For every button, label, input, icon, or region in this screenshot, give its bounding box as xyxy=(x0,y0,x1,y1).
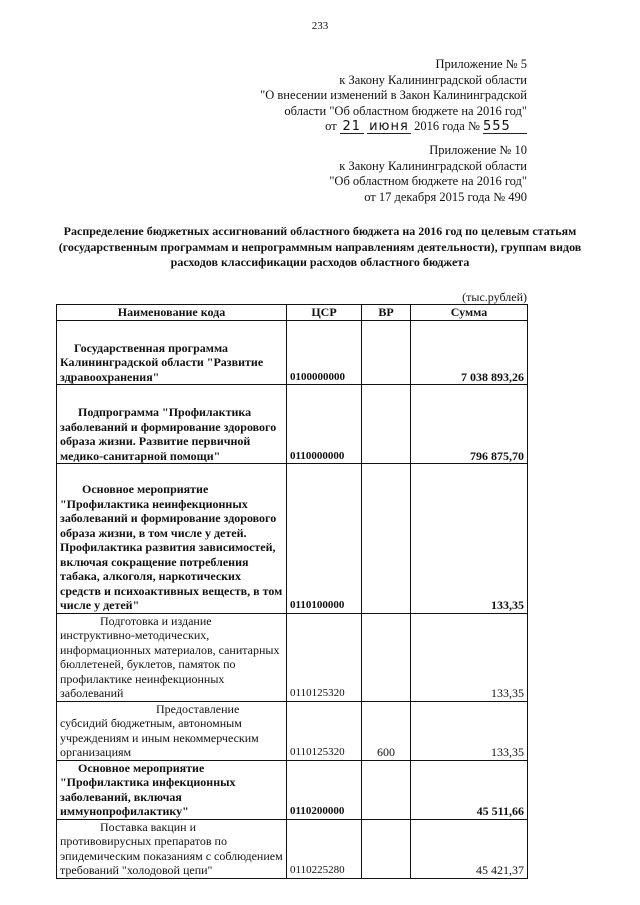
document-title: Распределение бюджетных ассигнований областного бюджета на 2016 год по целевым статьям (государственным программам и непрограммным направлениям деятельности), группам видов расходов классификации расходов областного бюджета xyxy=(58,224,582,269)
row-name: Основное мероприятие "Профилактика неинфекционных заболеваний и формирование здорового образа жизни, в том числе у детей. Профилактика развития зависимостей, включая сокращение потребления табака, алкоголя, наркотических средств и психоактивных веществ, в том числе у детей" xyxy=(57,464,287,614)
row-vr xyxy=(362,819,411,878)
table-row xyxy=(57,701,528,760)
row-name: Подпрограмма "Профилактика заболеваний и формирование здорового образа жизни. Развитие первичной медико-санитарной помощи" xyxy=(57,385,287,464)
date-year: 2016 года xyxy=(414,119,465,133)
row-sum: 133,35 xyxy=(411,613,528,701)
budget-table xyxy=(56,304,528,879)
header-sum: Сумма xyxy=(411,305,528,321)
row-csr: 0110125320 xyxy=(287,613,362,701)
appendix-current-line1: Приложение № 5 xyxy=(435,57,527,71)
table-row xyxy=(57,464,528,614)
appendix-original-line4: от 17 декабря 2015 года № 490 xyxy=(364,189,527,204)
row-csr: 0110100000 xyxy=(287,464,362,614)
row-csr: 0110125320 xyxy=(287,701,362,760)
header-vr: ВР xyxy=(362,305,411,321)
handwritten-day: 21 xyxy=(340,121,364,134)
appendix-current-line2: к Закону Калининградской области xyxy=(339,72,527,87)
appendix-current-date-line xyxy=(260,119,527,135)
units-label: (тыс.рублей) xyxy=(462,290,527,304)
header-csr: ЦСР xyxy=(287,305,362,321)
table-row xyxy=(57,613,528,701)
appendix-original-header xyxy=(329,143,527,205)
row-sum: 133,35 xyxy=(411,701,528,760)
row-vr xyxy=(362,760,411,819)
number-label: № xyxy=(467,119,480,133)
table-row xyxy=(57,385,528,464)
row-csr: 0110000000 xyxy=(287,385,362,464)
handwritten-month: июня xyxy=(367,121,411,134)
row-name: Подготовка и издание инструктивно-методических, информационных материалов, санитарных бюллетеней, буклетов, памяток по профилактике неинфекционных заболеваний xyxy=(57,613,287,701)
appendix-current-line4: области "Об областном бюджете на 2016 год" xyxy=(284,103,527,118)
row-csr: 0100000000 xyxy=(287,320,362,385)
row-csr: 0110225280 xyxy=(287,819,362,878)
row-name: Государственная программа Калининградской области "Развитие здравоохранения" xyxy=(57,320,287,385)
handwritten-number: 555 xyxy=(483,121,527,134)
row-sum: 45 511,66 xyxy=(411,760,528,819)
row-name: Поставка вакцин и противовирусных препаратов по эпидемическим показаниям с соблюдением требований "холодовой цепи" xyxy=(57,819,287,878)
row-vr xyxy=(362,613,411,701)
row-sum: 796 875,70 xyxy=(411,385,528,464)
row-sum: 45 421,37 xyxy=(411,819,528,878)
row-vr: 600 xyxy=(362,701,411,760)
table-row xyxy=(57,320,528,385)
row-vr xyxy=(362,464,411,614)
row-vr xyxy=(362,320,411,385)
table-row xyxy=(57,819,528,878)
row-name: Предоставление субсидий бюджетным, автономным учреждениям и иным некоммерческим организациям xyxy=(57,701,287,760)
appendix-original-line1: Приложение № 10 xyxy=(429,143,527,157)
table-row xyxy=(57,760,528,819)
appendix-current-header xyxy=(260,57,527,135)
header-name: Наименование кода xyxy=(57,305,287,321)
appendix-current-line3: "О внесении изменений в Закон Калининградской xyxy=(260,88,527,102)
row-sum: 7 038 893,26 xyxy=(411,320,528,385)
page-number: 233 xyxy=(311,20,329,32)
appendix-original-line2: к Закону Калининградской области xyxy=(339,158,527,173)
row-vr xyxy=(362,385,411,464)
date-prefix: от xyxy=(325,119,337,133)
row-csr: 0110200000 xyxy=(287,760,362,819)
row-sum: 133,35 xyxy=(411,464,528,614)
table-header-row xyxy=(57,305,528,321)
appendix-original-line3: "Об областном бюджете на 2016 год" xyxy=(329,174,527,188)
row-name: Основное мероприятие "Профилактика инфекционных заболеваний, включая иммунопрофилактику" xyxy=(57,760,287,819)
